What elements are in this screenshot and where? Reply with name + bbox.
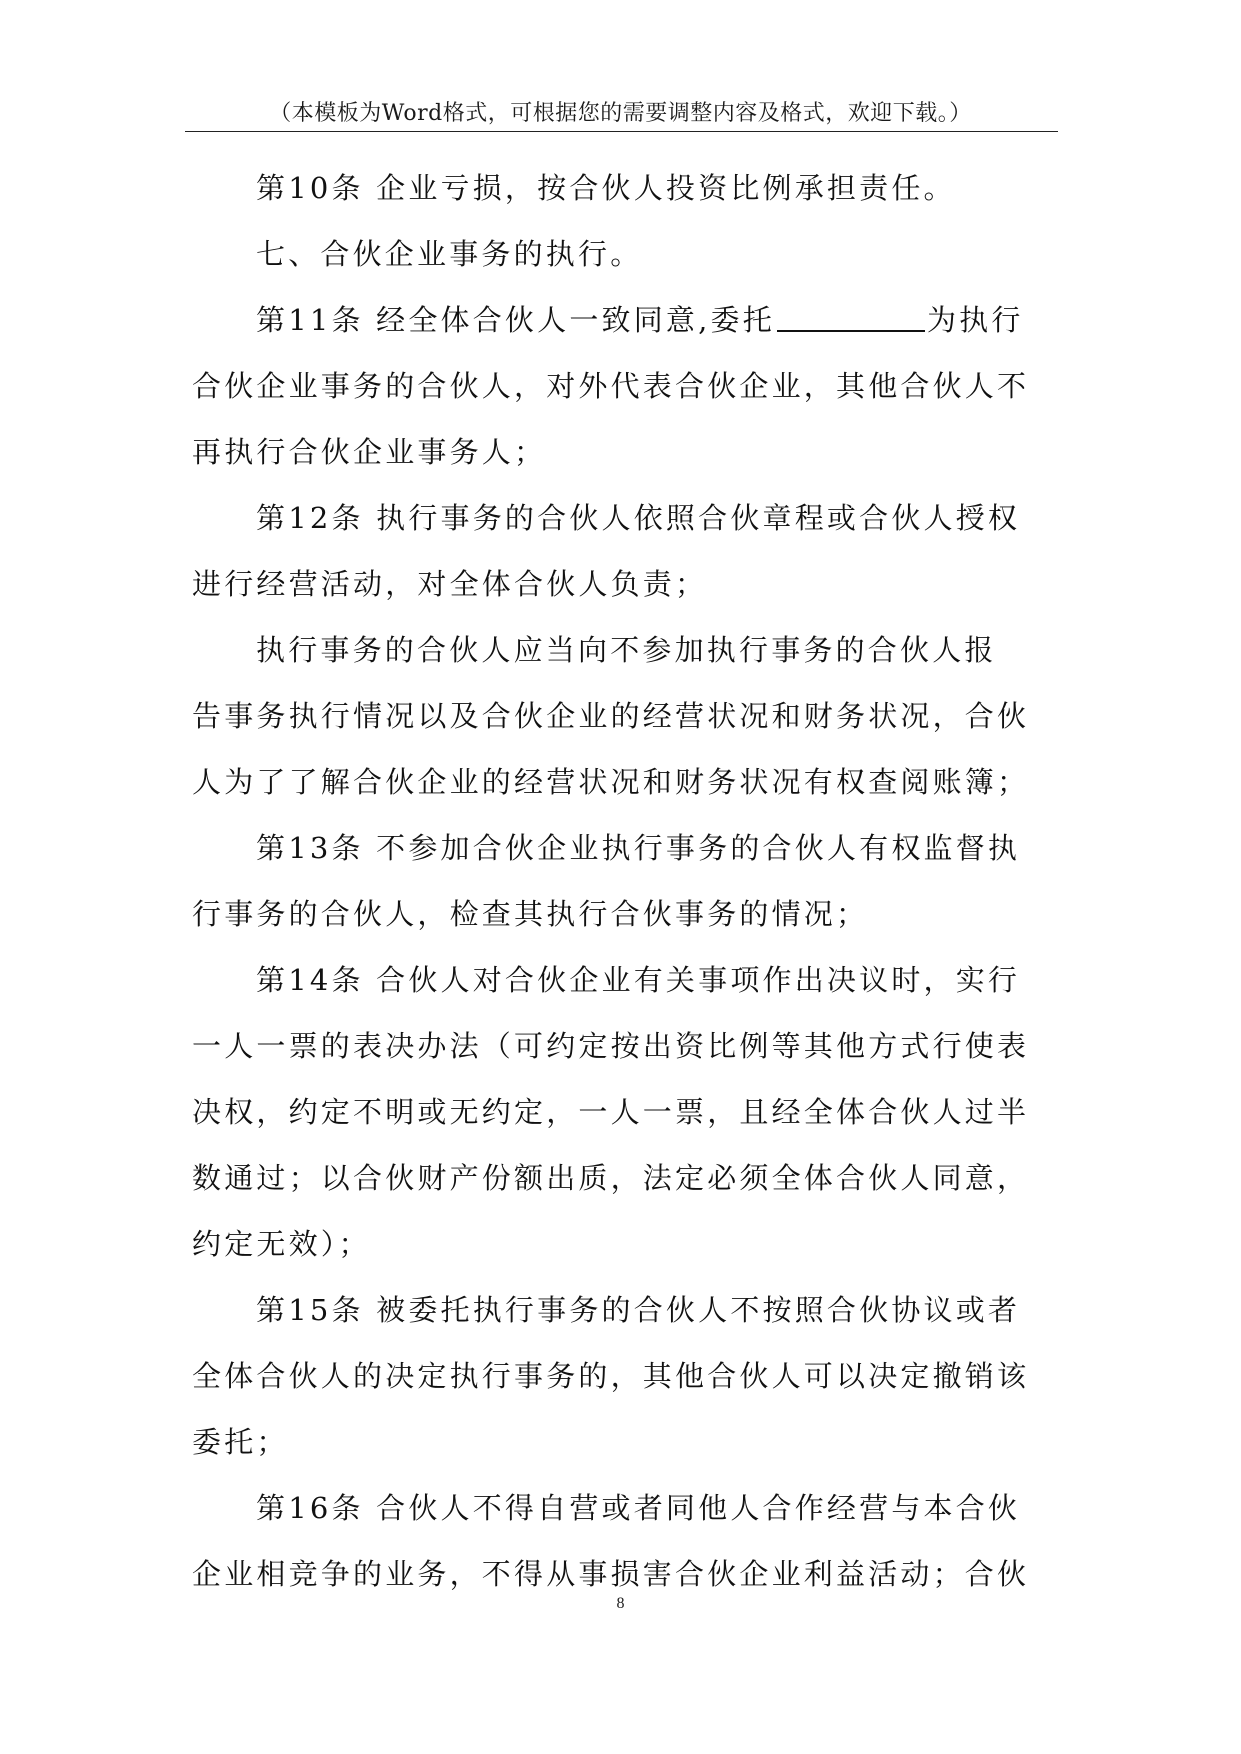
clause-16-line-2: 企业相竞争的业务，不得从事损害合伙企业利益活动；合伙 bbox=[192, 1557, 1030, 1591]
clause-14-line-1: 第14条 合伙人对合伙企业有关事项作出决议时，实行 bbox=[256, 963, 1021, 997]
clause-12-line-2: 进行经营活动，对全体合伙人负责； bbox=[192, 567, 708, 601]
clause-11-line-3: 再执行合伙企业事务人； bbox=[192, 435, 547, 469]
document-body bbox=[192, 155, 1052, 1607]
section-7-heading: 七、合伙企业事务的执行。 bbox=[256, 237, 643, 271]
clause-14-line-4: 数通过；以合伙财产份额出质，法定必须全体合伙人同意， bbox=[192, 1161, 1030, 1195]
paragraph-report-line-3: 人为了了解合伙企业的经营状况和财务状况有权查阅账簿； bbox=[192, 765, 1030, 799]
clause-15-line-3: 委托； bbox=[192, 1425, 289, 1459]
clause-13-line-2: 行事务的合伙人，检查其执行合伙事务的情况； bbox=[192, 897, 869, 931]
clause-11-text-start: 第11条 经全体合伙人一致同意,委托 bbox=[256, 303, 775, 337]
header-divider bbox=[185, 131, 1058, 132]
clause-12-line-1: 第12条 执行事务的合伙人依照合伙章程或合伙人授权 bbox=[256, 501, 1021, 535]
page-number: 8 bbox=[616, 1595, 625, 1612]
clause-14-line-5: 约定无效）； bbox=[192, 1227, 371, 1261]
template-notice-header: （本模板为Word格式，可根据您的需要调整内容及格式，欢迎下载。） bbox=[269, 101, 972, 126]
clause-15-line-2: 全体合伙人的决定执行事务的，其他合伙人可以决定撤销该 bbox=[192, 1359, 1030, 1393]
clause-11-line-2: 合伙企业事务的合伙人，对外代表合伙企业，其他合伙人不 bbox=[192, 369, 1030, 403]
clause-14-line-3: 决权，约定不明或无约定，一人一票，且经全体合伙人过半 bbox=[192, 1095, 1030, 1129]
clause-14-line-2: 一人一票的表决办法（可约定按出资比例等其他方式行使表 bbox=[192, 1029, 1030, 1063]
paragraph-report-line-1: 执行事务的合伙人应当向不参加执行事务的合伙人报 bbox=[256, 633, 997, 667]
clause-11-text-end: 为执行 bbox=[926, 303, 1024, 337]
blank-fill-line bbox=[777, 304, 925, 332]
clause-16-line-1: 第16条 合伙人不得自营或者同他人合作经营与本合伙 bbox=[256, 1491, 1021, 1525]
clause-13-line-1: 第13条 不参加合伙企业执行事务的合伙人有权监督执 bbox=[256, 831, 1021, 865]
clause-11-line-1 bbox=[192, 287, 1052, 353]
clause-15-line-1: 第15条 被委托执行事务的合伙人不按照合伙协议或者 bbox=[256, 1293, 1021, 1327]
paragraph-report-line-2: 告事务执行情况以及合伙企业的经营状况和财务状况，合伙 bbox=[192, 699, 1030, 733]
clause-10-line-1: 第10条 企业亏损，按合伙人投资比例承担责任。 bbox=[256, 171, 956, 205]
